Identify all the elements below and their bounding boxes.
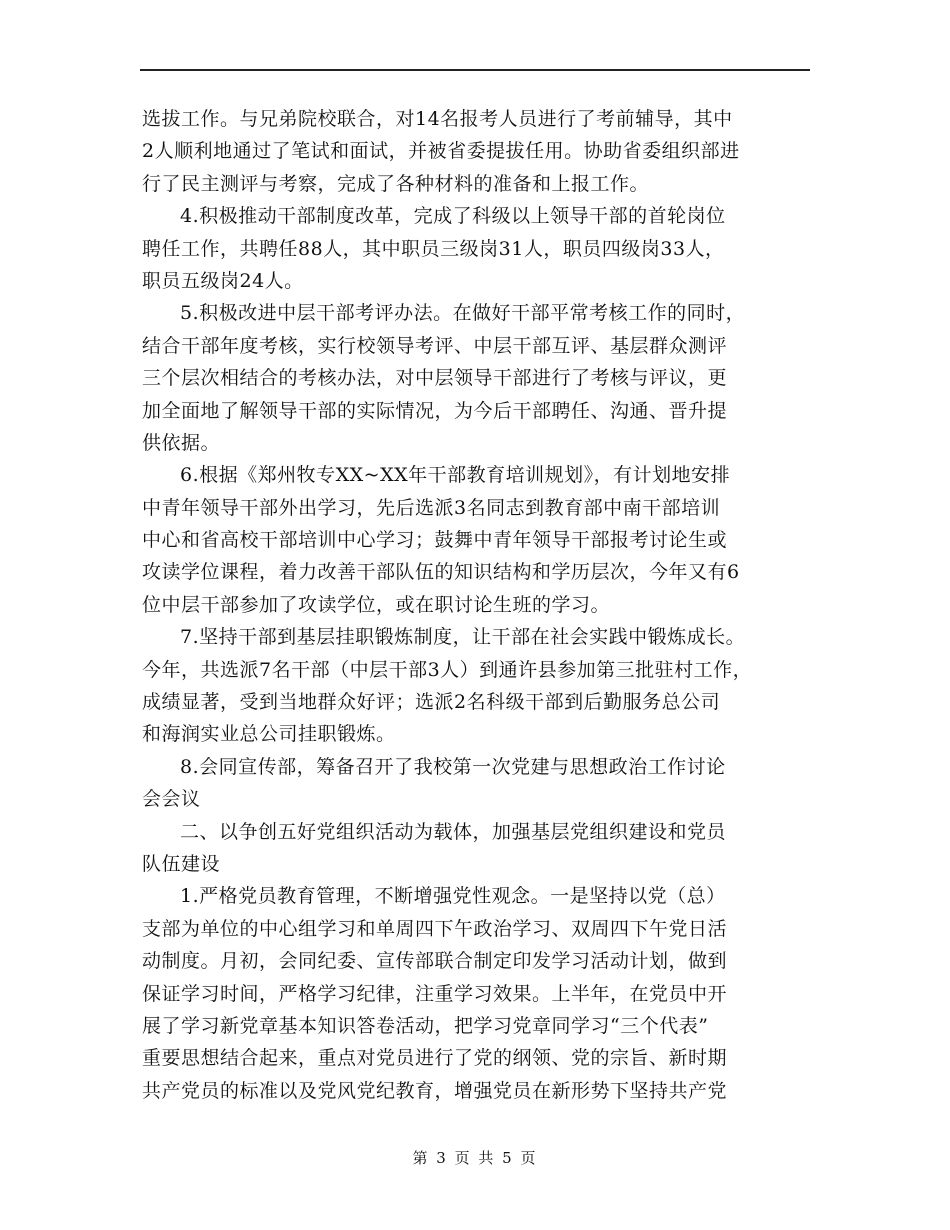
text-line: 成绩显著，受到当地群众好评；选派2名科级干部到后勤服务总公司 — [142, 691, 721, 714]
text-line: 6.根据《郑州牧专XX~XX年干部教育培训规划》，有计划地安排 — [180, 464, 731, 487]
text-line: 共产党员的标准以及党风党纪教育，增强党员在新形势下坚持共产党 — [142, 1079, 728, 1102]
text-line: 支部为单位的中心组学习和单周四下午政治学习、双周四下午党日活 — [142, 917, 728, 940]
text-line: 2人顺利地通过了笔试和面试，并被省委提拔任用。协助省委组织部进 — [142, 140, 740, 163]
text-line: 5.积极改进中层干部考评办法。在做好干部平常考核工作的同时， — [180, 302, 746, 325]
text-line: 动制度。月初，会同纪委、宣传部联合制定印发学习活动计划，做到 — [142, 950, 728, 973]
text-line: 队伍建设 — [142, 852, 221, 875]
text-line: 7.坚持干部到基层挂职锻炼制度，让干部在社会实践中锻炼成长。 — [180, 626, 746, 649]
text-line: 供依据。 — [142, 431, 221, 454]
document-body — [142, 103, 832, 1107]
text-line: 中心和省高校干部培训中心学习；鼓舞中青年领导干部报考讨论生或 — [142, 529, 728, 552]
text-line: 重要思想结合起来，重点对党员进行了党的纲领、党的宗旨、新时期 — [142, 1047, 728, 1070]
text-line: 中青年领导干部外出学习，先后选派3名同志到教育部中南干部培训 — [142, 496, 721, 519]
text-line: 结合干部年度考核，实行校领导考评、中层干部互评、基层群众测评 — [142, 334, 728, 357]
text-line: 保证学习时间，严格学习纪律，注重学习效果。上半年，在党员中开 — [142, 982, 728, 1005]
text-line: 展了学习新党章基本知识答卷活动，把学习党章同学习“三个代表” — [142, 1014, 709, 1037]
text-line: 职员五级岗24人。 — [142, 269, 304, 292]
text-line: 会会议 — [142, 788, 201, 811]
text-line: 今年，共选派7名干部（中层干部3人）到通许县参加第三批驻村工作， — [142, 658, 753, 681]
text-line: 1.严格党员教育管理，不断增强党性观念。一是坚持以党（总） — [180, 885, 726, 908]
text-line: 聘任工作，共聘任88人，其中职员三级岗31人，职员四级岗33人， — [142, 237, 725, 260]
text-line: 二、以争创五好党组织活动为载体，加强基层党组织建设和党员 — [180, 820, 727, 843]
text-line: 4.积极推动干部制度改革，完成了科级以上领导干部的首轮岗位 — [180, 205, 726, 228]
page-number: 第 3 页 共 5 页 — [412, 1149, 538, 1167]
text-line: 三个层次相结合的考核办法，对中层领导干部进行了考核与评议，更 — [142, 367, 728, 390]
text-line: 和海润实业总公司挂职锻炼。 — [142, 723, 396, 746]
text-line: 选拔工作。与兄弟院校联合，对14名报考人员进行了考前辅导，其中 — [142, 108, 733, 130]
text-line: 加全面地了解领导干部的实际情况，为今后干部聘任、沟通、晋升提 — [142, 399, 728, 422]
text-line: 位中层干部参加了攻读学位，或在职讨论生班的学习。 — [142, 593, 611, 616]
text-line: 攻读学位课程，着力改善干部队伍的知识结构和学历层次，今年又有6 — [142, 561, 740, 584]
text-line: 8.会同宣传部，筹备召开了我校第一次党建与思想政治工作讨论 — [180, 755, 726, 778]
text-line: 行了民主测评与考察，完成了各种材料的准备和上报工作。 — [142, 172, 650, 195]
header-rule — [140, 69, 810, 71]
